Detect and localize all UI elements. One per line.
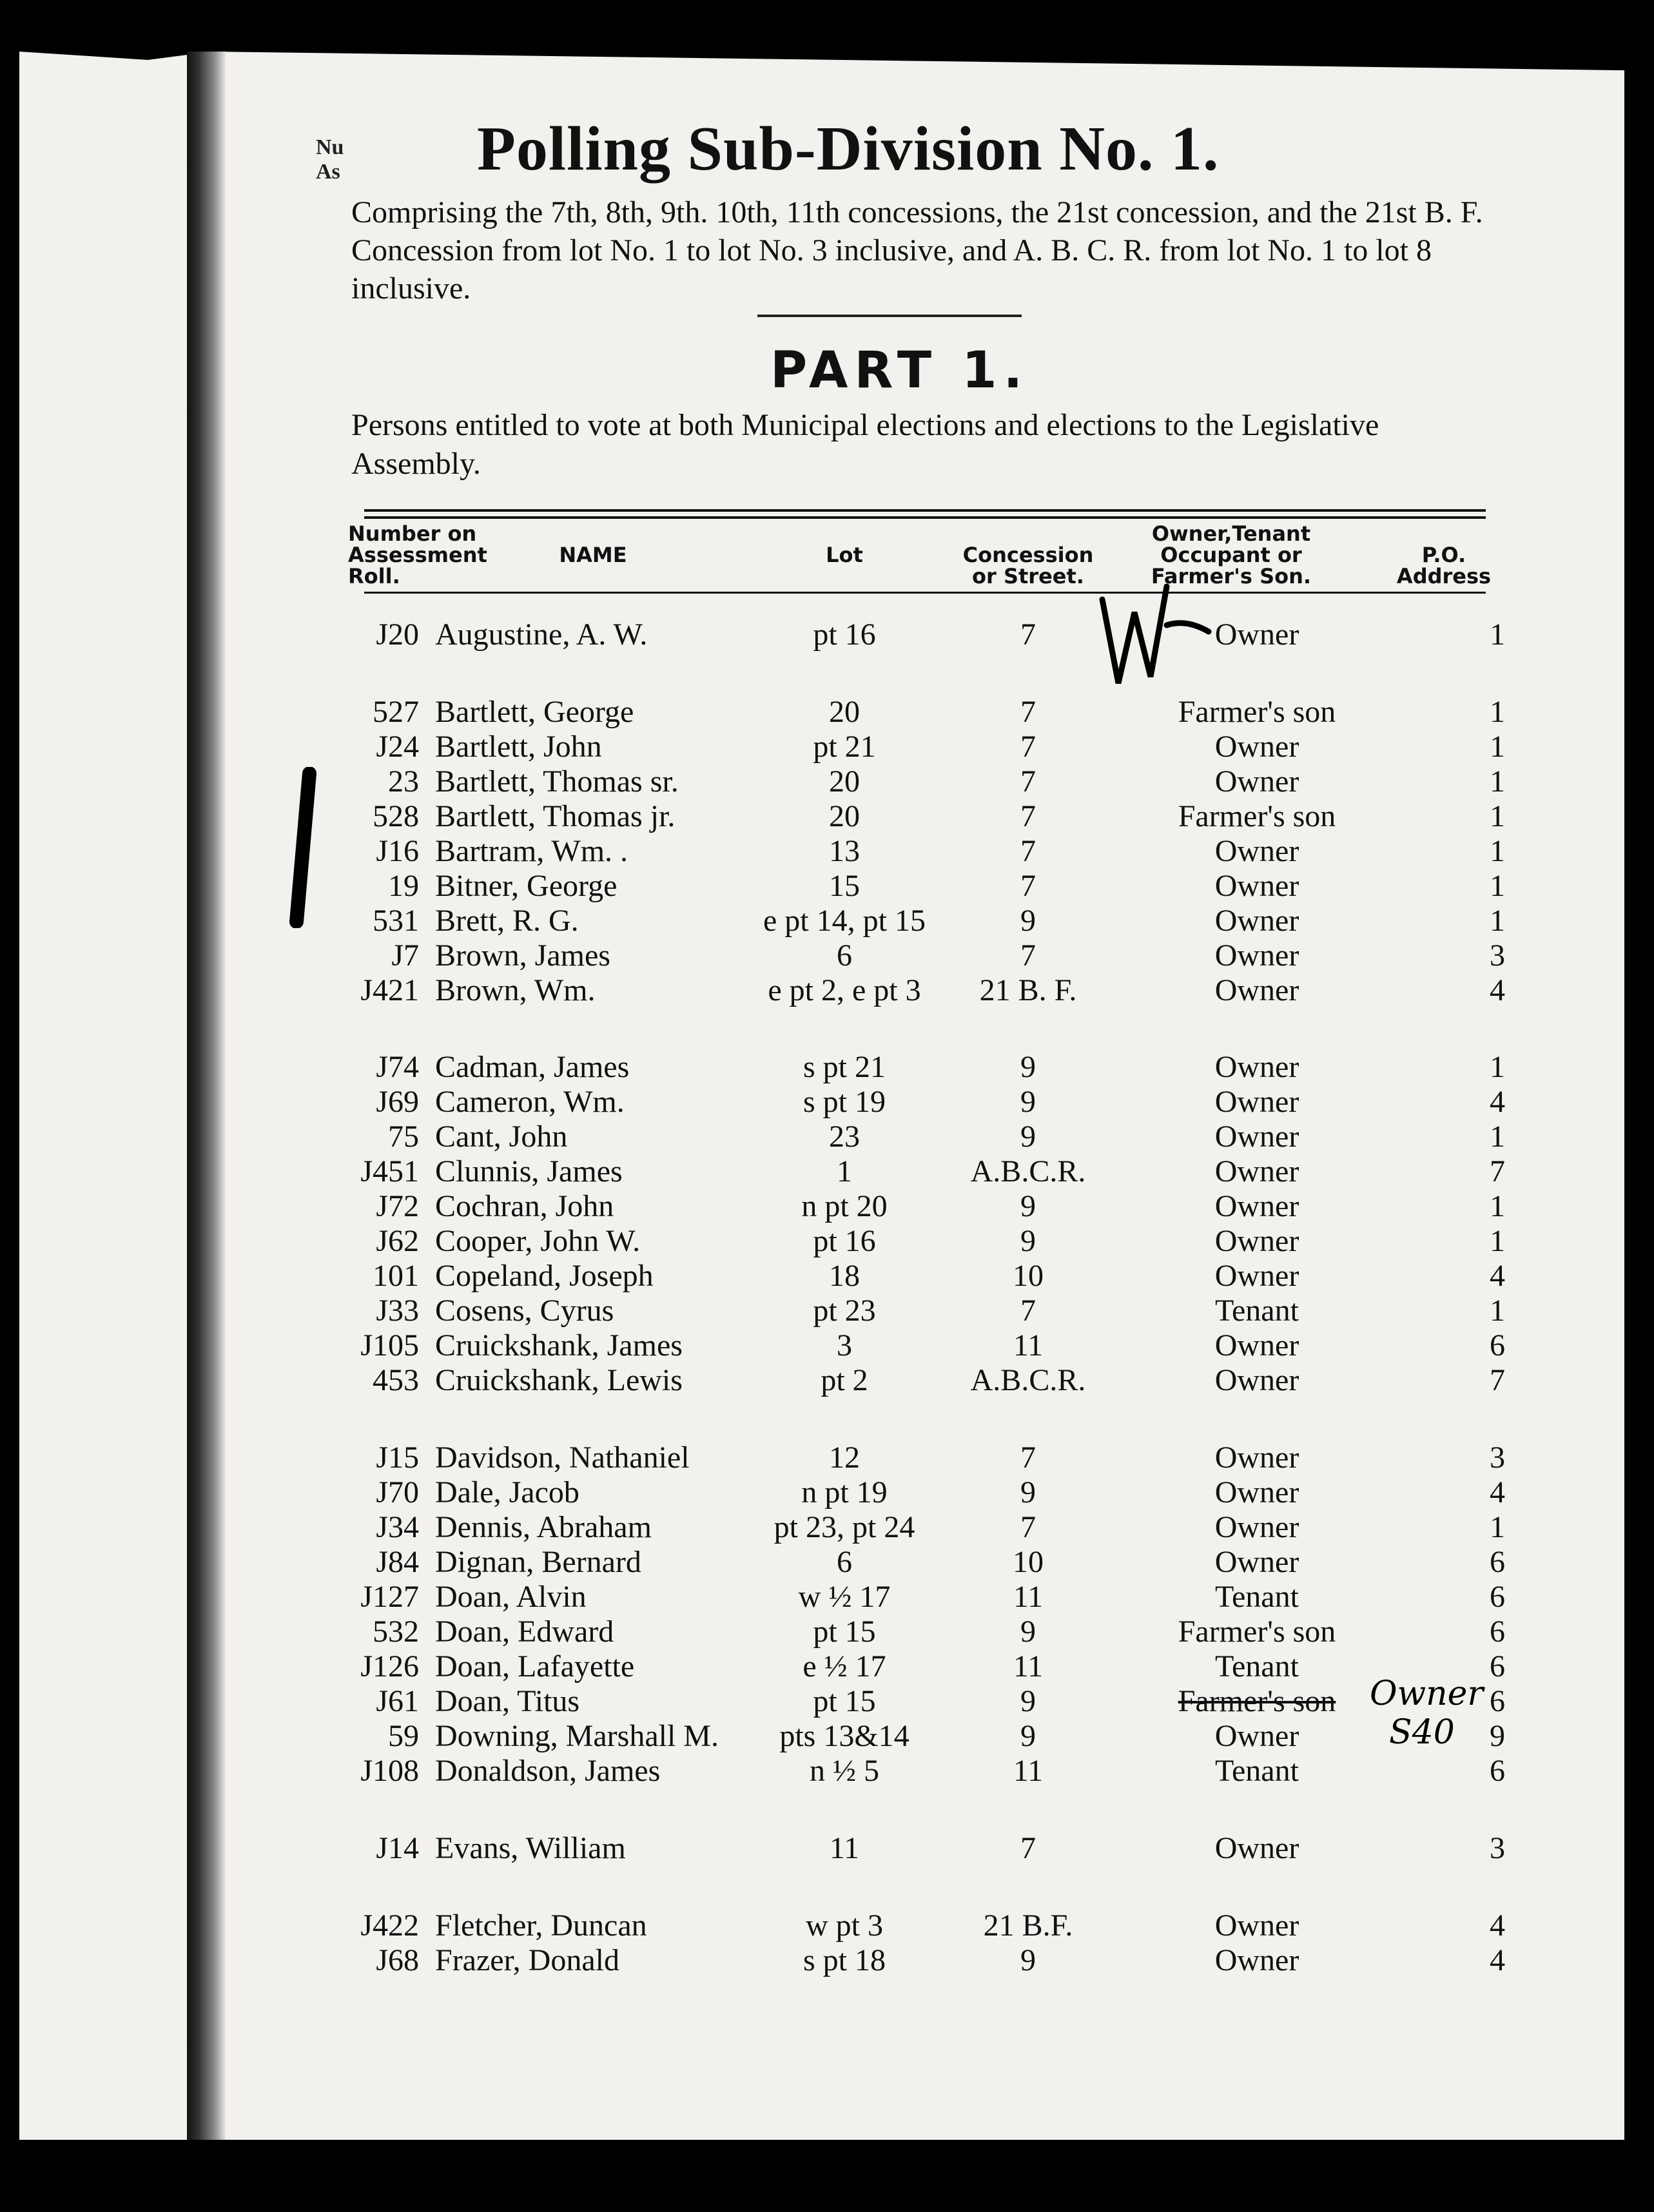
cell-occupancy: Owner	[1214, 1908, 1299, 1943]
cell-lot: 6	[837, 1545, 852, 1579]
voter-row	[0, 617, 1654, 653]
cell-occupancy: Owner	[1214, 904, 1299, 938]
cell-name: Dignan, Bernard	[435, 1545, 641, 1579]
cell-po: 3	[1490, 938, 1505, 973]
cell-name: Cosens, Cyrus	[435, 1294, 614, 1328]
cell-number: 453	[373, 1363, 419, 1397]
voter-row	[0, 1223, 1654, 1259]
cell-lot: pts 13&14	[779, 1719, 910, 1753]
voter-row	[0, 1943, 1654, 1979]
cell-number: J422	[360, 1908, 419, 1943]
cell-concession: 9	[1020, 1719, 1036, 1753]
cell-number: J126	[360, 1649, 419, 1683]
header-name: NAME	[559, 543, 627, 567]
voter-row	[0, 799, 1654, 835]
cell-occupancy: Farmer's son	[1178, 1615, 1336, 1649]
cell-number: J127	[360, 1580, 419, 1614]
cell-name: Clunnis, James	[435, 1154, 623, 1188]
cell-concession: 10	[1013, 1545, 1044, 1579]
cell-name: Cochran, John	[435, 1189, 614, 1223]
cell-number: 19	[388, 869, 419, 903]
cell-po: 7	[1490, 1363, 1505, 1397]
cell-name: Cadman, James	[435, 1050, 630, 1084]
cell-po: 1	[1490, 764, 1505, 799]
cell-name: Bartlett, Thomas jr.	[435, 799, 676, 833]
cell-number: 101	[373, 1259, 419, 1293]
cell-occupancy: Owner	[1214, 1120, 1299, 1154]
cell-lot: n pt 20	[801, 1189, 888, 1223]
cell-po: 1	[1490, 695, 1505, 729]
cell-number: 59	[388, 1719, 419, 1753]
cell-name: Donaldson, James	[435, 1754, 661, 1788]
division-description: Comprising the 7th, 8th, 9th. 10th, 11th concessions, the 21st concession, and the 21st B. F. Concession from lot No. 1 to lot No. 3 inclusive, and A. B. C. R. from lot No. 1 to lot 8 inclusive.	[351, 195, 1483, 306]
voter-row	[0, 1614, 1654, 1650]
cell-number: J14	[376, 1831, 419, 1865]
cell-lot: 20	[829, 799, 860, 833]
cell-concession: A.B.C.R.	[970, 1363, 1086, 1397]
cell-occupancy: Farmer's son	[1178, 695, 1336, 729]
cell-name: Cooper, John W.	[435, 1224, 641, 1258]
cell-lot: s pt 19	[803, 1085, 886, 1119]
cell-concession: 9	[1020, 1684, 1036, 1718]
cell-lot: 11	[829, 1831, 860, 1865]
cell-po: 4	[1490, 1943, 1505, 1977]
cell-name: Bartlett, George	[435, 695, 634, 729]
header-concession: Concession or Street.	[962, 543, 1094, 588]
cell-number: J33	[376, 1294, 419, 1328]
cell-concession: 7	[1020, 834, 1036, 868]
cell-occupancy: Owner	[1214, 1085, 1299, 1119]
cell-occupancy: Tenant	[1215, 1649, 1299, 1683]
cell-name: Doan, Edward	[435, 1615, 614, 1649]
cell-lot: e ½ 17	[803, 1649, 886, 1683]
cell-concession: 9	[1020, 1085, 1036, 1119]
cell-concession: 9	[1020, 1189, 1036, 1223]
cell-number: 528	[373, 799, 419, 833]
cell-name: Doan, Alvin	[435, 1580, 587, 1614]
cell-name: Doan, Lafayette	[435, 1649, 635, 1683]
cell-concession: 11	[1013, 1328, 1044, 1363]
cell-concession: 9	[1020, 1615, 1036, 1649]
cell-occupancy: Owner	[1214, 1475, 1299, 1509]
voter-row	[0, 1188, 1654, 1225]
cell-occupancy: Tenant	[1215, 1754, 1299, 1788]
cell-concession: 9	[1020, 1224, 1036, 1258]
header-number: Number on Assessment Roll.	[348, 521, 487, 588]
cell-concession: 11	[1013, 1754, 1044, 1788]
cell-concession: 7	[1020, 938, 1036, 973]
cell-lot: 23	[829, 1120, 860, 1154]
cell-name: Augustine, A. W.	[435, 617, 648, 652]
cell-lot: w ½ 17	[798, 1580, 891, 1614]
cell-name: Bartlett, John	[435, 730, 602, 764]
cell-po: 4	[1490, 973, 1505, 1007]
cell-concession: 9	[1020, 1050, 1036, 1084]
cell-concession: 7	[1020, 799, 1036, 833]
handwritten-correction	[1370, 1674, 1550, 1752]
cell-concession: 7	[1020, 869, 1036, 903]
cell-po: 6	[1490, 1684, 1505, 1718]
cell-po: 1	[1490, 834, 1505, 868]
cell-lot: pt 2	[821, 1363, 868, 1397]
voter-row	[0, 1293, 1654, 1329]
cell-name: Doan, Titus	[435, 1684, 580, 1718]
cell-lot: 12	[829, 1441, 860, 1475]
cell-po: 1	[1490, 904, 1505, 938]
part-heading: PART 1.	[770, 342, 1029, 400]
voter-row	[0, 1258, 1654, 1294]
cell-occupancy: Owner	[1214, 973, 1299, 1007]
cell-number: J61	[376, 1684, 419, 1718]
voter-row	[0, 694, 1654, 730]
cell-lot: 13	[829, 834, 860, 868]
part-description: Persons entitled to vote at both Municipal elections and elections to the Legislative Assembly.	[351, 408, 1379, 481]
cell-number: 532	[373, 1615, 419, 1649]
cell-po: 1	[1490, 1294, 1505, 1328]
cell-concession: 21 B.F.	[983, 1908, 1073, 1943]
voter-row	[0, 1908, 1654, 1944]
cell-occupancy: Owner	[1214, 1943, 1299, 1977]
cell-occupancy: Owner	[1214, 1831, 1299, 1865]
cell-po: 6	[1490, 1328, 1505, 1363]
cell-number: J108	[360, 1754, 419, 1788]
cell-concession: 9	[1020, 1475, 1036, 1509]
cell-number: J7	[391, 938, 419, 973]
voter-row	[0, 1363, 1654, 1399]
voter-row	[0, 1830, 1654, 1867]
cell-number: J74	[376, 1050, 419, 1084]
cell-lot: pt 16	[813, 617, 876, 652]
cell-po: 6	[1490, 1649, 1505, 1683]
cell-concession: 9	[1020, 1943, 1036, 1977]
cell-concession: A.B.C.R.	[970, 1154, 1086, 1188]
cell-po: 6	[1490, 1545, 1505, 1579]
cell-number: 527	[373, 695, 419, 729]
voter-row	[0, 1084, 1654, 1120]
cell-name: Cruickshank, Lewis	[435, 1363, 683, 1397]
cell-name: Frazer, Donald	[435, 1943, 619, 1977]
cell-name: Copeland, Joseph	[435, 1259, 654, 1293]
cell-number: J105	[360, 1328, 419, 1363]
cell-lot: 20	[829, 695, 860, 729]
cell-occupancy: Owner	[1214, 1154, 1299, 1188]
cell-number: J421	[360, 973, 419, 1007]
cell-name: Evans, William	[435, 1831, 626, 1865]
cell-number: J24	[376, 730, 419, 764]
cell-po: 1	[1490, 869, 1505, 903]
cell-occupancy: Owner	[1214, 617, 1299, 652]
voter-row	[0, 868, 1654, 904]
cell-number: J72	[376, 1189, 419, 1223]
cell-number: 23	[388, 764, 419, 799]
cell-concession: 9	[1020, 1120, 1036, 1154]
cell-po: 1	[1490, 1120, 1505, 1154]
cell-lot: pt 15	[813, 1684, 876, 1718]
cell-occupancy: Tenant	[1215, 1580, 1299, 1614]
cell-name: Bartlett, Thomas sr.	[435, 764, 679, 799]
cell-occupancy: Owner	[1214, 730, 1299, 764]
voter-row	[0, 1509, 1654, 1546]
cell-occupancy: Owner	[1214, 1441, 1299, 1475]
cell-lot: 15	[829, 869, 860, 903]
cell-lot: 6	[837, 938, 852, 973]
cell-name: Davidson, Nathaniel	[435, 1441, 690, 1475]
cell-concession: 21 B. F.	[979, 973, 1077, 1007]
margin-note: Nu As	[316, 135, 344, 184]
cell-lot: e pt 14, pt 15	[763, 904, 926, 938]
cell-number: J84	[376, 1545, 419, 1579]
cell-po: 1	[1490, 1050, 1505, 1084]
cell-concession: 7	[1020, 1831, 1036, 1865]
cell-concession: 10	[1013, 1259, 1044, 1293]
cell-po: 1	[1490, 1224, 1505, 1258]
cell-po: 7	[1490, 1154, 1505, 1188]
cell-concession: 9	[1020, 904, 1036, 938]
voter-row	[0, 1475, 1654, 1511]
cell-occupancy: Owner	[1214, 764, 1299, 799]
cell-concession: 11	[1013, 1649, 1044, 1683]
cell-concession: 7	[1020, 764, 1036, 799]
cell-concession: 7	[1020, 695, 1036, 729]
voter-row	[0, 1440, 1654, 1476]
cell-lot: 18	[829, 1259, 860, 1293]
cell-number: J34	[376, 1510, 419, 1544]
cell-po: 1	[1490, 617, 1505, 652]
cell-name: Fletcher, Duncan	[435, 1908, 647, 1943]
cell-name: Brown, James	[435, 938, 610, 973]
cell-po: 9	[1490, 1719, 1505, 1753]
cell-concession: 7	[1020, 730, 1036, 764]
cell-lot: s pt 21	[803, 1050, 886, 1084]
cell-po: 1	[1490, 730, 1505, 764]
cell-lot: e pt 2, e pt 3	[768, 973, 921, 1007]
cell-lot: 20	[829, 764, 860, 799]
cell-concession: 7	[1020, 1441, 1036, 1475]
cell-number: J62	[376, 1224, 419, 1258]
correction-initials: S40	[1389, 1713, 1455, 1752]
cell-concession: 11	[1013, 1580, 1044, 1614]
cell-occupancy: Owner	[1214, 1328, 1299, 1363]
cell-lot: pt 23, pt 24	[773, 1510, 915, 1544]
cell-lot: pt 16	[813, 1224, 876, 1258]
voter-row	[0, 729, 1654, 765]
cell-occupancy: Farmer's son	[1178, 799, 1336, 833]
voter-row	[0, 1328, 1654, 1364]
cell-occupancy: Owner	[1214, 1510, 1299, 1544]
cell-occupancy: Owner	[1214, 1363, 1299, 1397]
cell-number: J451	[360, 1154, 419, 1188]
cell-name: Bitner, George	[435, 869, 618, 903]
cell-occupancy: Owner	[1214, 1224, 1299, 1258]
cell-number: J15	[376, 1441, 419, 1475]
header-lot: Lot	[826, 543, 863, 567]
voter-row	[0, 1154, 1654, 1190]
handwritten-signature-mark	[1089, 574, 1212, 703]
cell-po: 4	[1490, 1475, 1505, 1509]
voter-row	[0, 973, 1654, 1009]
cell-concession: 7	[1020, 617, 1036, 652]
cell-occupancy: Farmer's son	[1178, 1684, 1336, 1718]
cell-occupancy: Owner	[1214, 1050, 1299, 1084]
cell-number: J20	[376, 617, 419, 652]
margin-pencil-stroke	[284, 767, 322, 928]
cell-name: Cameron, Wm.	[435, 1085, 625, 1119]
cell-lot: 3	[837, 1328, 852, 1363]
cell-po: 3	[1490, 1441, 1505, 1475]
cell-po: 4	[1490, 1085, 1505, 1119]
cell-po: 1	[1490, 799, 1505, 833]
cell-occupancy: Owner	[1214, 1189, 1299, 1223]
cell-name: Dale, Jacob	[435, 1475, 579, 1509]
cell-po: 1	[1490, 1510, 1505, 1544]
cell-po: 6	[1490, 1615, 1505, 1649]
cell-name: Bartram, Wm. .	[435, 834, 628, 868]
cell-lot: n pt 19	[801, 1475, 888, 1509]
cell-name: Downing, Marshall M.	[435, 1719, 719, 1753]
cell-lot: n ½ 5	[810, 1754, 879, 1788]
voter-row	[0, 1579, 1654, 1615]
voter-row	[0, 833, 1654, 869]
cell-po: 6	[1490, 1580, 1505, 1614]
cell-number: J69	[376, 1085, 419, 1119]
voter-row	[0, 1049, 1654, 1085]
cell-occupancy: Tenant	[1215, 1294, 1299, 1328]
cell-occupancy: Owner	[1214, 1545, 1299, 1579]
cell-name: Cruickshank, James	[435, 1328, 683, 1363]
voter-row	[0, 1544, 1654, 1580]
cell-lot: w pt 3	[806, 1908, 883, 1943]
correction-word: Owner	[1370, 1674, 1484, 1713]
cell-lot: 1	[837, 1154, 852, 1188]
header-occupancy: Owner,Tenant Occupant or Farmer's Son.	[1151, 521, 1312, 588]
cell-concession: 7	[1020, 1510, 1036, 1544]
cell-po: 1	[1490, 1189, 1505, 1223]
cell-name: Brown, Wm.	[435, 973, 596, 1007]
cell-lot: pt 15	[813, 1615, 876, 1649]
cell-occupancy: Owner	[1214, 1719, 1299, 1753]
cell-lot: pt 21	[813, 730, 876, 764]
cell-number: J70	[376, 1475, 419, 1509]
cell-po: 4	[1490, 1259, 1505, 1293]
voter-row	[0, 938, 1654, 974]
cell-occupancy: Owner	[1214, 938, 1299, 973]
cell-occupancy: Owner	[1214, 1259, 1299, 1293]
page-title: Polling Sub-Division No. 1.	[477, 114, 1220, 184]
voter-row	[0, 903, 1654, 939]
voter-row	[0, 1119, 1654, 1155]
cell-lot: s pt 18	[803, 1943, 886, 1977]
cell-po: 4	[1490, 1908, 1505, 1943]
cell-po: 6	[1490, 1754, 1505, 1788]
cell-name: Cant, John	[435, 1120, 568, 1154]
cell-lot: pt 23	[813, 1294, 876, 1328]
cell-occupancy: Owner	[1214, 869, 1299, 903]
voter-row	[0, 1753, 1654, 1789]
cell-name: Dennis, Abraham	[435, 1510, 652, 1544]
cell-number: 75	[388, 1120, 419, 1154]
voter-row	[0, 764, 1654, 800]
cell-number: 531	[373, 904, 419, 938]
cell-po: 3	[1490, 1831, 1505, 1865]
cell-concession: 7	[1020, 1294, 1036, 1328]
header-po-address: P.O. Address	[1396, 543, 1492, 588]
cell-occupancy: Owner	[1214, 834, 1299, 868]
cell-number: J68	[376, 1943, 419, 1977]
cell-number: J16	[376, 834, 419, 868]
cell-name: Brett, R. G.	[435, 904, 579, 938]
